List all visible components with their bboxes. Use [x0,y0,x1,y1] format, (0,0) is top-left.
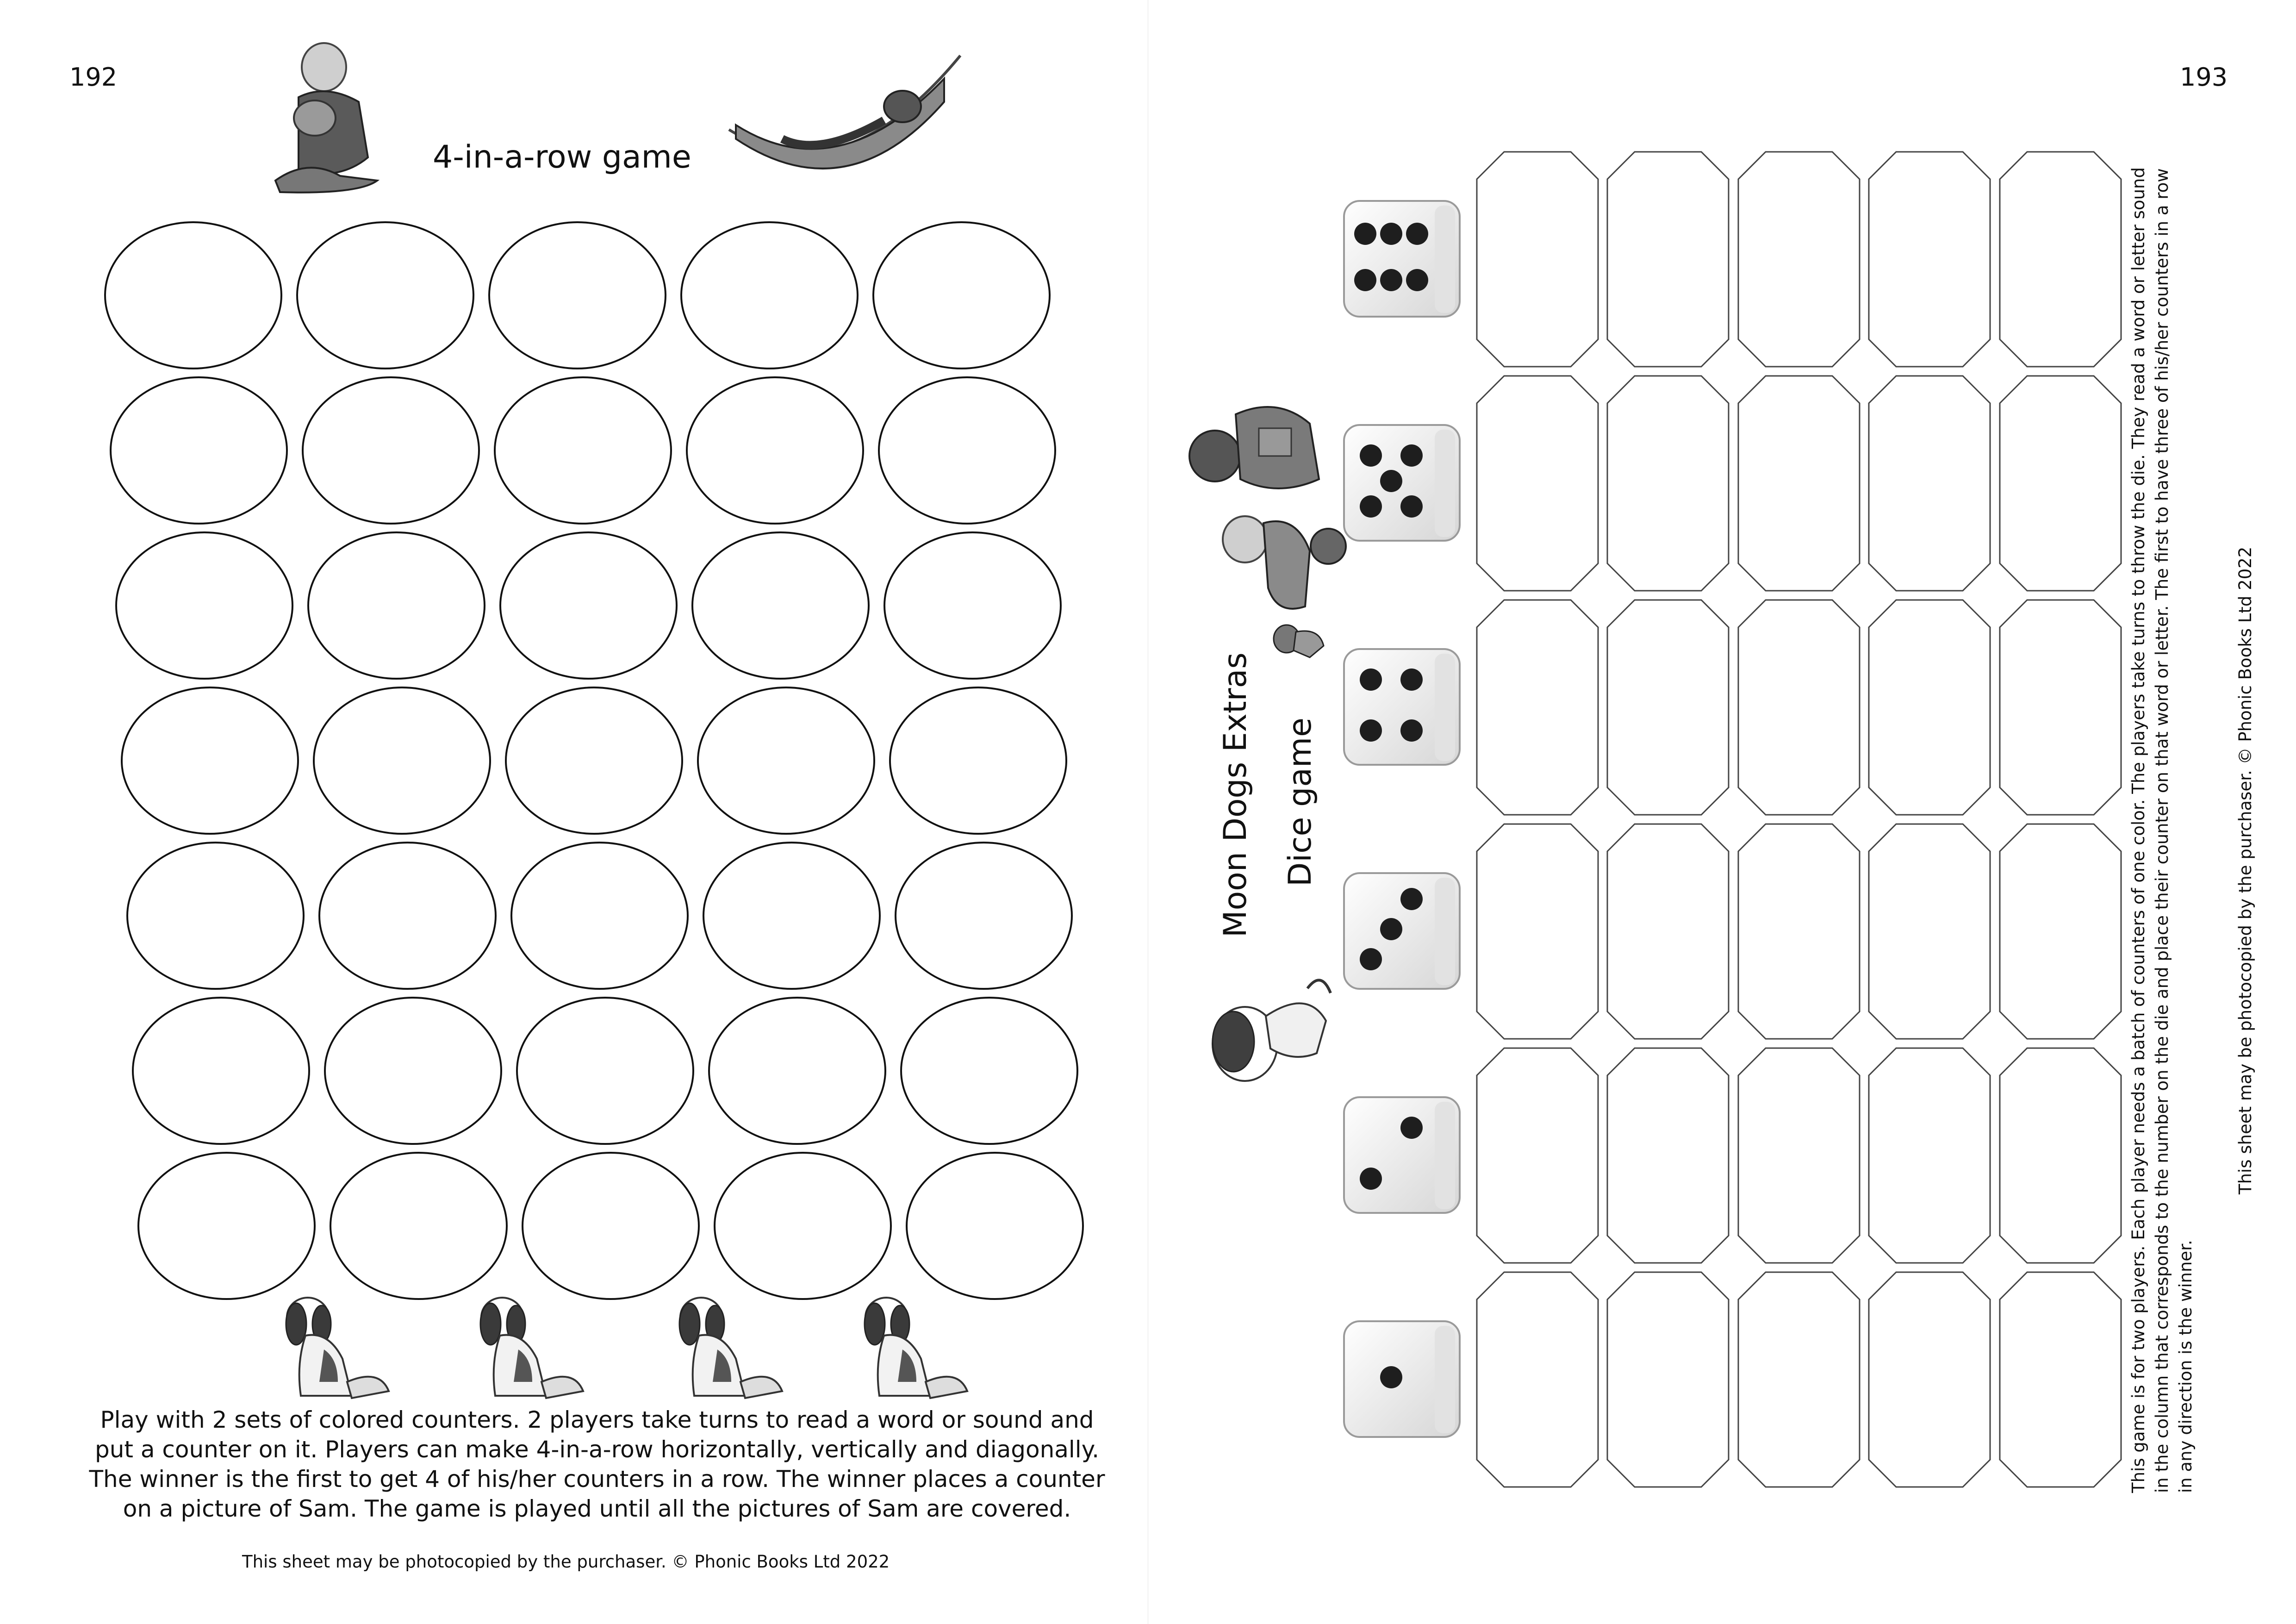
counter-space[interactable] [137,1152,316,1300]
counter-space[interactable] [307,531,485,680]
counter-space[interactable] [516,997,694,1145]
dice-word-cell[interactable] [1475,150,1599,368]
dice-word-cell[interactable] [1606,823,1730,1040]
dice-word-cell[interactable] [1867,599,1991,816]
dice-word-cell[interactable] [1998,599,2122,816]
sam-dog-picture[interactable] [666,1289,787,1400]
dice-word-cell[interactable] [1998,150,2122,368]
instruction-line: This game is for two players. Each player needs a batch of counters of one color. The players take turns to throw the die. They read a word or letter sound [2128,167,2148,1493]
instruction-line: in the column that corresponds to the number on the die and place their counter on that word or letter. The first to have three of his/her counters in a row [2152,168,2172,1493]
counter-space[interactable] [900,997,1078,1145]
spaniel-dog-illustration [1201,961,1335,1095]
counter-space[interactable] [906,1152,1084,1300]
counter-space[interactable] [104,221,282,369]
instruction-line: The winner is the first to get 4 of his/her counters in a row. The winner places a counter [89,1466,1105,1493]
dice-word-cell[interactable] [1475,599,1599,816]
counter-space[interactable] [499,531,678,680]
counter-space[interactable] [895,842,1073,990]
dice-word-cell[interactable] [1867,375,1991,592]
dice-word-cell[interactable] [1737,1271,1861,1488]
dice-word-cell[interactable] [1998,1047,2122,1264]
boy-with-ball-illustration [1213,505,1351,616]
counter-space[interactable] [324,997,502,1145]
counter-space[interactable] [691,531,870,680]
counter-space[interactable] [494,376,672,525]
counter-space[interactable] [680,221,859,369]
dice-word-cell[interactable] [1606,1271,1730,1488]
counter-space[interactable] [703,842,881,990]
die-face-2 [1342,1095,1462,1215]
dice-word-cell[interactable] [1867,150,1991,368]
dice-word-cell[interactable] [1737,150,1861,368]
counter-space[interactable] [126,842,305,990]
dice-word-cell[interactable] [1475,1047,1599,1264]
dice-word-cell[interactable] [1606,375,1730,592]
sam-dog-picture[interactable] [467,1289,588,1400]
dice-word-cell[interactable] [1867,1271,1991,1488]
die-face-4 [1342,647,1462,767]
dice-word-cell[interactable] [1737,823,1861,1040]
die-face-1 [1342,1319,1462,1439]
dice-word-cell[interactable] [1867,823,1991,1040]
die-face-3 [1342,871,1462,991]
person-with-dog-illustration [271,42,386,194]
page-number-left: 192 [69,62,118,92]
instruction-line: Play with 2 sets of colored counters. 2 players take turns to read a word or sound and [100,1406,1094,1433]
left-footer: This sheet may be photocopied by the purchaser. © Phonic Books Ltd 2022 [242,1552,890,1572]
boy-sitting-illustration [1171,387,1333,502]
counter-space[interactable] [884,531,1062,680]
instruction-line: in any direction is the winner. [2176,1240,2196,1493]
counter-space[interactable] [313,687,491,835]
instruction-line: on a picture of Sam. The game is played until all the pictures of Sam are covered. [123,1495,1071,1522]
counter-space[interactable] [708,997,886,1145]
counter-space[interactable] [132,997,310,1145]
counter-space[interactable] [110,376,288,525]
counter-space[interactable] [488,221,666,369]
counter-space[interactable] [686,376,864,525]
left-instructions [74,1405,1120,1524]
die-face-6 [1342,199,1462,319]
die-face-5 [1342,423,1462,543]
person-in-hammock-illustration [727,51,963,185]
counter-space[interactable] [697,687,875,835]
left-page-title: 4-in-a-row game [433,139,691,175]
counter-space[interactable] [505,687,683,835]
dice-word-cell[interactable] [1867,1047,1991,1264]
counter-space[interactable] [330,1152,508,1300]
counter-space[interactable] [302,376,480,525]
dice-word-cell[interactable] [1737,375,1861,592]
right-instructions [2127,167,2197,1493]
series-title: Moon Dogs Extras [1217,652,1254,937]
dice-word-cell[interactable] [1737,599,1861,816]
dice-word-cell[interactable] [1998,375,2122,592]
small-figure-illustration [1268,618,1328,660]
dice-word-cell[interactable] [1606,150,1730,368]
counter-space[interactable] [121,687,299,835]
counter-space[interactable] [510,842,689,990]
dice-word-cell[interactable] [1998,823,2122,1040]
counter-space[interactable] [872,221,1051,369]
counter-space[interactable] [889,687,1067,835]
instruction-line: put a counter on it. Players can make 4-in-a-row horizontally, vertically and diagonally. [94,1436,1100,1463]
page-number-right: 193 [2180,62,2228,92]
right-footer: This sheet may be photocopied by the purchaser. © Phonic Books Ltd 2022 [2235,546,2255,1194]
dice-word-cell[interactable] [1998,1271,2122,1488]
counter-space[interactable] [522,1152,700,1300]
dice-word-cell[interactable] [1475,1271,1599,1488]
counter-space[interactable] [714,1152,892,1300]
dice-word-cell[interactable] [1475,823,1599,1040]
counter-space[interactable] [878,376,1056,525]
sam-dog-picture[interactable] [273,1289,393,1400]
dice-word-cell[interactable] [1475,375,1599,592]
dice-word-cell[interactable] [1606,1047,1730,1264]
dice-word-cell[interactable] [1737,1047,1861,1264]
counter-space[interactable] [296,221,474,369]
sam-dog-picture[interactable] [852,1289,972,1400]
dice-word-cell[interactable] [1606,599,1730,816]
counter-space[interactable] [318,842,497,990]
counter-space[interactable] [115,531,293,680]
dice-game-title: Dice game [1282,717,1319,887]
